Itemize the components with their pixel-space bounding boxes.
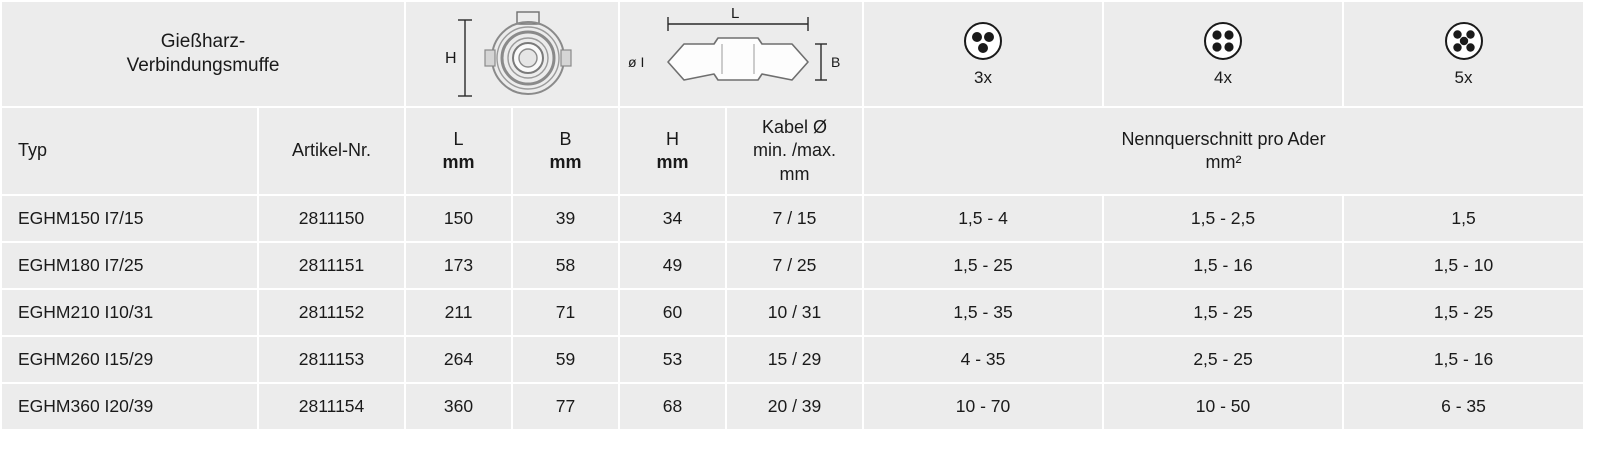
col-header-nenn-line2: mm² (1205, 152, 1242, 172)
table-row (2, 337, 1583, 382)
col-header-h (620, 108, 725, 194)
conductor-5-icon (1444, 21, 1484, 61)
col-header-l-name: L (453, 128, 464, 149)
cell-4x: 10 - 50 (1104, 384, 1342, 429)
front-view-svg (417, 4, 607, 104)
cell-b: 58 (513, 243, 618, 288)
side-view-b-label: B (831, 54, 841, 70)
cell-typ: EGHM360 I20/39 (2, 384, 257, 429)
cell-b: 77 (513, 384, 618, 429)
conductor-group-5x-label: 5x (1454, 67, 1473, 87)
cell-h: 53 (620, 337, 725, 382)
col-header-nenn-line1: Nennquerschnitt pro Ader (1121, 128, 1326, 149)
col-header-kabel-line1: Kabel Ø (761, 117, 828, 138)
col-header-l-unit: mm (442, 152, 475, 172)
col-header-artikel-nr: Artikel-Nr. (259, 108, 404, 194)
conductor-group-4x-label: 4x (1214, 67, 1232, 87)
cell-b: 39 (513, 196, 618, 241)
cell-kabel: 20 / 39 (727, 384, 862, 429)
side-view-l-label: L (731, 5, 740, 22)
col-header-h-name: H (666, 128, 680, 149)
cell-l: 173 (406, 243, 511, 288)
conductor-4-icon (1203, 21, 1243, 61)
product-title-line1: Gießharz- (160, 31, 246, 53)
col-header-l (406, 108, 511, 194)
cell-typ: EGHM180 I7/25 (2, 243, 257, 288)
cell-l: 211 (406, 290, 511, 335)
product-title-line2: Verbindungsmuffe (126, 55, 280, 76)
cell-l: 150 (406, 196, 511, 241)
col-header-b (513, 108, 618, 194)
top-band-row (2, 2, 1583, 106)
column-header-row (2, 108, 1583, 194)
table-row (2, 384, 1583, 429)
cell-typ: EGHM150 I7/15 (2, 196, 257, 241)
cell-typ: EGHM260 I15/29 (2, 337, 257, 382)
cell-typ: EGHM210 I10/31 (2, 290, 257, 335)
cell-h: 34 (620, 196, 725, 241)
col-header-kabel-line2: min. /max. (753, 140, 837, 161)
cell-artikel: 2811154 (259, 384, 404, 429)
cell-kabel: 10 / 31 (727, 290, 862, 335)
cell-4x: 2,5 - 25 (1104, 337, 1342, 382)
front-view-illustration (406, 2, 618, 106)
cell-4x: 1,5 - 2,5 (1104, 196, 1342, 241)
cell-3x: 4 - 35 (864, 337, 1102, 382)
col-header-kabel-durchmesser (727, 108, 862, 194)
cell-l: 360 (406, 384, 511, 429)
cell-artikel: 2811151 (259, 243, 404, 288)
cell-artikel: 2811153 (259, 337, 404, 382)
side-view-diameter-label: ø I (628, 54, 645, 70)
col-header-typ: Typ (2, 108, 257, 194)
cell-kabel: 15 / 29 (727, 337, 862, 382)
cell-b: 71 (513, 290, 618, 335)
side-view-svg (626, 4, 856, 104)
cell-h: 49 (620, 243, 725, 288)
cell-3x: 10 - 70 (864, 384, 1102, 429)
cell-b: 59 (513, 337, 618, 382)
cell-3x: 1,5 - 25 (864, 243, 1102, 288)
cell-l: 264 (406, 337, 511, 382)
col-header-nennquerschnitt (864, 108, 1583, 194)
cell-3x: 1,5 - 4 (864, 196, 1102, 241)
table-row (2, 243, 1583, 288)
product-title-cell (2, 2, 404, 106)
cell-h: 60 (620, 290, 725, 335)
cell-5x: 6 - 35 (1344, 384, 1583, 429)
side-view-illustration (620, 2, 862, 106)
cell-5x: 1,5 (1344, 196, 1583, 241)
table-row (2, 290, 1583, 335)
cell-kabel: 7 / 25 (727, 243, 862, 288)
col-header-kabel-line3: mm (779, 163, 810, 184)
cell-4x: 1,5 - 25 (1104, 290, 1342, 335)
conductor-group-4x (1104, 2, 1342, 106)
col-header-b-unit: mm (549, 152, 582, 172)
cell-artikel: 2811150 (259, 196, 404, 241)
cell-5x: 1,5 - 25 (1344, 290, 1583, 335)
cell-3x: 1,5 - 35 (864, 290, 1102, 335)
conductor-group-5x (1344, 2, 1583, 106)
cell-5x: 1,5 - 16 (1344, 337, 1583, 382)
conductor-group-3x-label: 3x (974, 67, 992, 87)
col-header-b-name: B (559, 128, 572, 149)
cell-4x: 1,5 - 16 (1104, 243, 1342, 288)
conductor-3-icon (963, 21, 1003, 61)
cell-artikel: 2811152 (259, 290, 404, 335)
conductor-group-3x (864, 2, 1102, 106)
front-view-h-label: H (445, 50, 457, 67)
cell-h: 68 (620, 384, 725, 429)
cell-5x: 1,5 - 10 (1344, 243, 1583, 288)
cell-kabel: 7 / 15 (727, 196, 862, 241)
col-header-h-unit: mm (656, 152, 689, 172)
table-row (2, 196, 1583, 241)
